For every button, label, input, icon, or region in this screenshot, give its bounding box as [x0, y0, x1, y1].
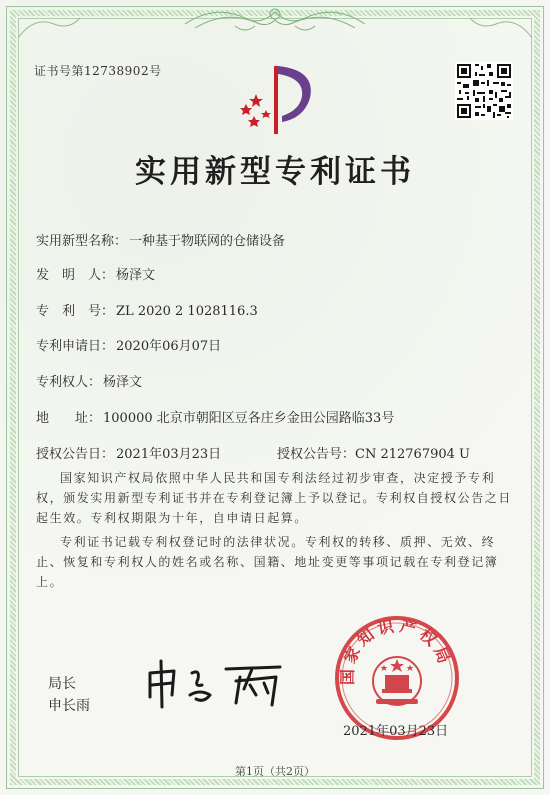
- qr-code: [455, 62, 513, 120]
- patentee-label: 专利权人：: [36, 375, 102, 390]
- grant-date-row: [36, 443, 221, 462]
- address-row: [36, 407, 394, 426]
- certificate-title: 实用新型专利证书: [135, 154, 415, 190]
- patent-number-row: [36, 300, 258, 319]
- grant-number-label: 授权公告号：: [277, 447, 356, 462]
- grant-date-value: 2021年03月23日: [116, 447, 222, 462]
- utility-model-name-value: 一种基于物联网的仓储设备: [129, 234, 286, 249]
- patent-number-value: ZL 2020 2 1028116.3: [116, 304, 258, 319]
- patent-number-label: 专 利 号：: [36, 304, 115, 319]
- filing-date-label: 专利申请日：: [36, 339, 115, 354]
- corner-ornament-top-left: [14, 12, 84, 42]
- inventor-label: 发 明 人：: [36, 268, 115, 283]
- address-label: 地 址：: [36, 411, 102, 426]
- grant-number-value: CN 212767904 U: [355, 447, 470, 462]
- patentee-row: [36, 371, 142, 390]
- utility-model-name-row: [36, 230, 285, 249]
- patentee-value: 杨泽文: [103, 375, 143, 390]
- grant-date-label: 授权公告日：: [36, 447, 115, 462]
- seal-text: 国家知识产权局: [337, 615, 456, 686]
- corner-ornament-top-right: [466, 12, 536, 42]
- paragraph-legal-status: 专利证书记载专利权登记时的法律状况。专利权的转移、质押、无效、终止、恢复和专利权人的姓名或名称、国籍、地址变更等事项记载在专利登记簿上。: [36, 535, 499, 589]
- paragraph-grant-statement: 国家知识产权局依照中华人民共和国专利法经过初步审查，决定授予专利权，颁发实用新型专利证书并在专利登记簿上予以登记。专利权自授权公告之日起生效。专利权期限为十年，自申请日起算。: [36, 471, 513, 525]
- certificate-number: 证书号第12738902号: [34, 64, 162, 78]
- address-value: 100000 北京市朝阳区豆各庄乡金田公园路临33号: [103, 411, 395, 426]
- utility-model-name-label: 实用新型名称：: [36, 234, 128, 249]
- filing-date-value: 2020年06月07日: [116, 339, 222, 354]
- svg-text:国家知识产权局: [338, 616, 455, 685]
- grant-number-row: [277, 443, 470, 462]
- inventor-row: [36, 264, 155, 283]
- page-footer: 第1页（共2页）: [235, 765, 315, 778]
- director-title: 局长: [48, 676, 76, 692]
- seal-date: 2021年03月23日: [343, 724, 449, 739]
- director-name: 申长雨: [48, 698, 90, 714]
- filing-date-row: [36, 335, 221, 354]
- director-signature: [140, 655, 290, 710]
- inventor-value: 杨泽文: [116, 268, 156, 283]
- top-ornament: [175, 4, 375, 38]
- cnipa-logo: [226, 58, 326, 138]
